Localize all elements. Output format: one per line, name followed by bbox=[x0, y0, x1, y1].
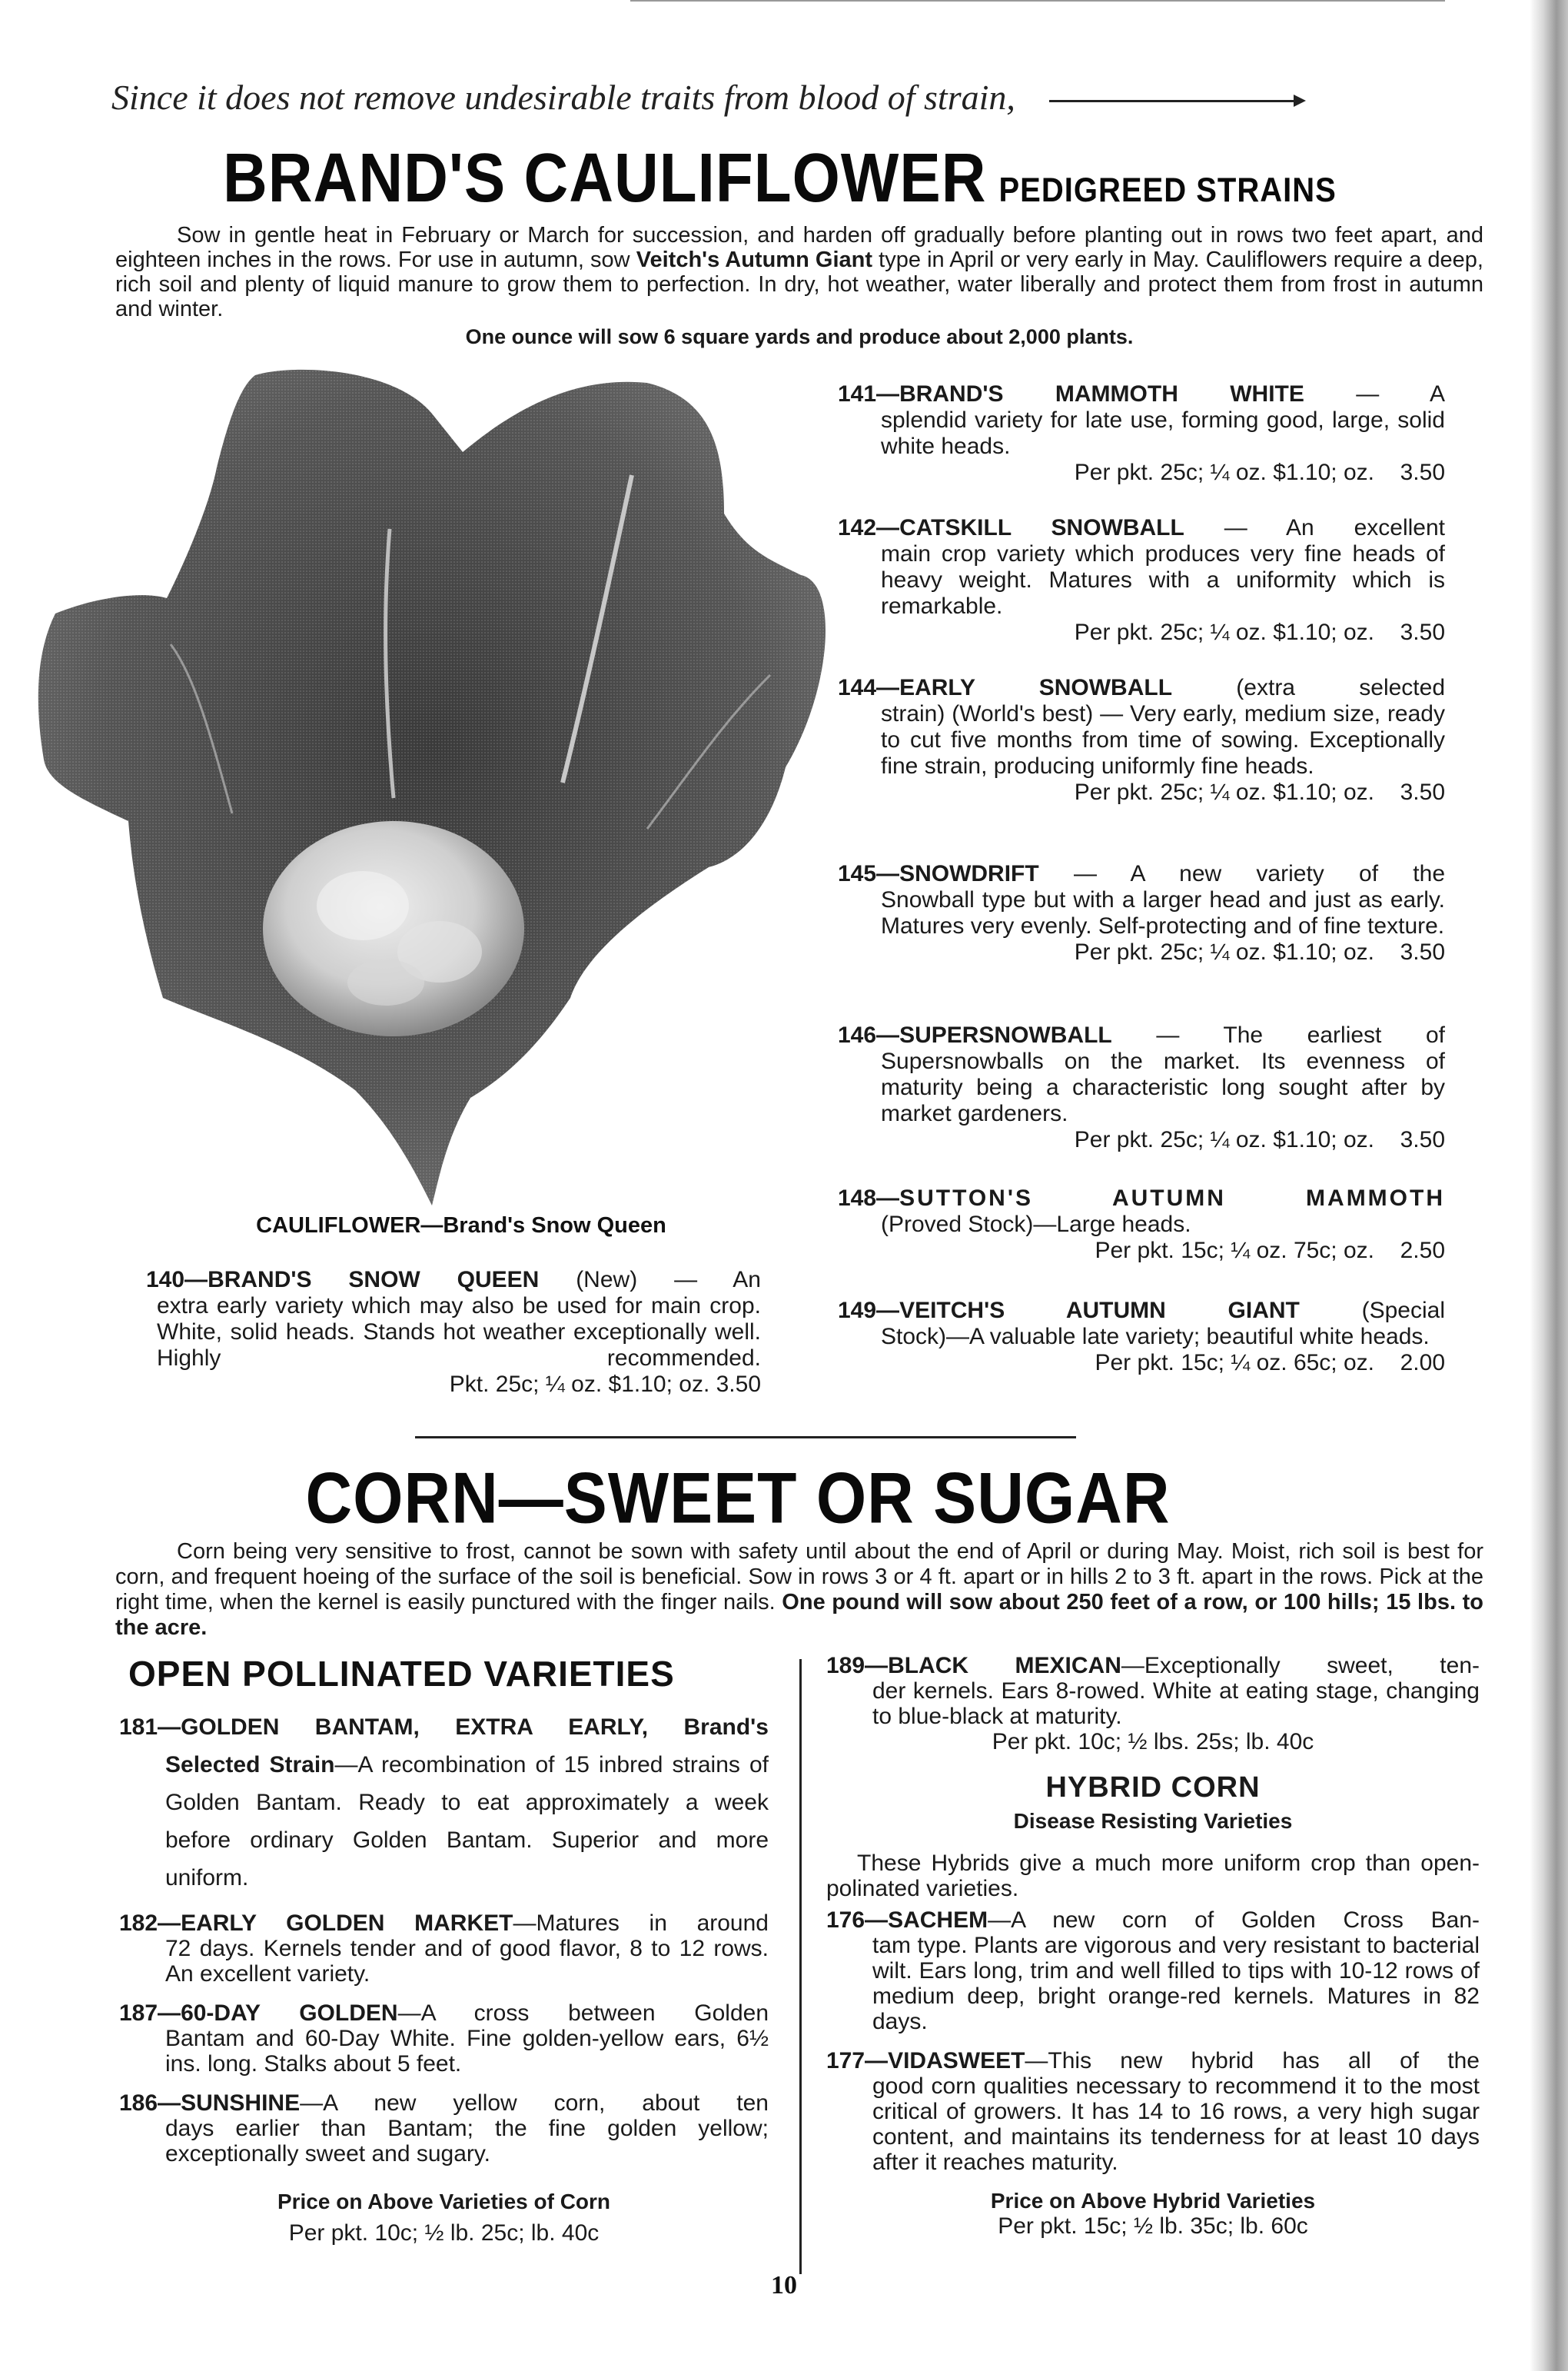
item-name: SACHEM bbox=[888, 1907, 988, 1933]
item-text-cont: good corn qualities necessary to recommend it to the most critical of growers. It has 14 to 16 rows, a very high sugar content, and maintains its tenderness for at least 10 days after it reaches maturity. bbox=[872, 2073, 1480, 2175]
intro-bold: Veitch's Autumn Giant bbox=[636, 248, 873, 272]
variety-entry-145 bbox=[838, 861, 1445, 966]
item-price: Per pkt. 10c; ½ lbs. 25s; lb. 40c bbox=[992, 1729, 1314, 1754]
tagline-text: Since it does not remove undesirable traits from blood of strain, bbox=[111, 78, 1015, 117]
item-text: —A recombination of 15 inbred strains of Golden Bantam. Ready to eat approximately a week before ordinary Golden Bantam. Superior and more uniform. bbox=[165, 1752, 769, 1890]
item-name: VIDASWEET bbox=[888, 2048, 1025, 2073]
variety-lead: — An excellent bbox=[1184, 515, 1445, 540]
variety-lead: (New) — An bbox=[539, 1267, 761, 1292]
variety-entry-149 bbox=[838, 1298, 1445, 1376]
corn-item-177 bbox=[826, 2048, 1480, 2175]
item-text: —A new corn of Golden Cross Ban- bbox=[988, 1907, 1480, 1933]
hybrid-intro: These Hybrids give a much more uniform crop than open-polinated varieties. bbox=[826, 1851, 1480, 1901]
sowing-note: One ounce will sow 6 square yards and produce about 2,000 plants. bbox=[465, 325, 1134, 348]
hybrid-subheading: Disease Resisting Varieties bbox=[1013, 1809, 1293, 1833]
variety-price: Pkt. 25c; ¼ oz. $1.10; oz. 3.50 bbox=[449, 1372, 761, 1397]
corn-intro-bold: One pound will sow about 250 feet of a row, or 100 hills; 15 lbs. to the acre. bbox=[115, 1590, 1483, 1640]
tagline bbox=[111, 77, 1518, 118]
item-text-cont: 72 days. Kernels tender and of good flavor, 8 to 12 rows. An excellent variety. bbox=[165, 1936, 769, 1987]
price-text: Per pkt. 25c; ¼ oz. $1.10; oz. bbox=[1074, 939, 1374, 965]
top-rule bbox=[630, 0, 1445, 2]
price-text: Per pkt. 25c; ¼ oz. $1.10; oz. bbox=[1074, 460, 1374, 485]
item-text-cont: tam type. Plants are vigorous and very resistant to bacterial wilt. Ears long, trim and well filled to tips with 10-12 rows of medium deep, bright orange-red kernels. Matures in 82 days. bbox=[872, 1933, 1480, 2034]
variety-name: SUPERSNOWBALL bbox=[899, 1023, 1112, 1048]
variety-description: (Proved Stock)—Large heads. bbox=[881, 1212, 1191, 1237]
variety-price bbox=[838, 1238, 1445, 1264]
variety-name: VEITCH'S AUTUMN GIANT bbox=[899, 1298, 1300, 1323]
variety-price bbox=[838, 620, 1445, 646]
corn-title bbox=[0, 1457, 1568, 1538]
price-oz: 2.50 bbox=[1400, 1238, 1445, 1263]
variety-name: SUTTON'S AUTUMN MAMMOTH bbox=[899, 1186, 1445, 1211]
variety-description: Snowball type but with a larger head and just as early. Matures very evenly. Self-protecting and of fine texture. bbox=[881, 887, 1445, 939]
price-oz: 3.50 bbox=[1400, 460, 1445, 485]
variety-number: 148— bbox=[838, 1186, 900, 1211]
item-text: —Exceptionally sweet, ten- bbox=[1121, 1653, 1480, 1678]
price-text: Per pkt. 25c; ¼ oz. $1.10; oz. bbox=[1074, 780, 1374, 805]
variety-entry-140 bbox=[146, 1267, 761, 1398]
item-name: SUNSHINE bbox=[181, 2090, 301, 2116]
item-number: 189— bbox=[826, 1653, 889, 1678]
corn-title-text: CORN—SWEET OR SUGAR bbox=[305, 1457, 1171, 1538]
page-number: 10 bbox=[771, 2271, 797, 2300]
cauliflower-intro bbox=[115, 223, 1483, 349]
column-divider bbox=[799, 1659, 802, 2274]
cauliflower-subtitle: PEDIGREED STRAINS bbox=[998, 171, 1337, 209]
item-name: GOLDEN BANTAM, EXTRA EARLY, Brand's bbox=[181, 1714, 769, 1740]
item-text: —This new hybrid has all of the bbox=[1025, 2048, 1480, 2073]
price-oz: 3.50 bbox=[1400, 939, 1445, 965]
variety-number: 140— bbox=[146, 1267, 208, 1292]
variety-entry-144 bbox=[838, 675, 1445, 806]
variety-lead: — The earliest of bbox=[1111, 1023, 1445, 1048]
item-number: 176— bbox=[826, 1907, 889, 1933]
item-text-cont: der kernels. Ears 8-rowed. White at eating stage, changing to blue-black at maturity. bbox=[872, 1678, 1480, 1729]
item-number: 177— bbox=[826, 2048, 889, 2073]
item-text-cont: days earlier than Bantam; the fine golden yellow; exceptionally sweet and sugary. bbox=[165, 2116, 769, 2166]
variety-price bbox=[838, 1127, 1445, 1153]
item-text-cont: Bantam and 60-Day White. Fine golden-yellow ears, 6½ ins. long. Stalks about 5 feet. bbox=[165, 2026, 769, 2077]
variety-lead: — A bbox=[1304, 381, 1445, 407]
corn-item-187 bbox=[119, 2000, 769, 2077]
variety-lead: — A new variety of the bbox=[1038, 861, 1445, 886]
item-number: 186— bbox=[119, 2090, 181, 2116]
cauliflower-photo bbox=[32, 367, 847, 1213]
variety-description: Supersnowballs on the market. Its evenness of maturity being a characteristic long sought after by market gardeners. bbox=[881, 1049, 1445, 1126]
variety-number: 145— bbox=[838, 861, 900, 886]
variety-price bbox=[838, 460, 1445, 486]
variety-description: strain) (World's best) — Very early, medium size, ready to cut five months from time of sowing. Exceptionally fine strain, producing uniformly fine heads. bbox=[881, 701, 1445, 779]
variety-entry-146 bbox=[838, 1023, 1445, 1153]
intro-text-1: Sow in gentle heat in February or March for succession, and harden off gradually before planting out in rows two feet apart, and eighteen inches in the rows. For use in autumn, sow bbox=[115, 223, 1483, 272]
variety-description: splendid variety for late use, forming good, large, solid white heads. bbox=[881, 407, 1445, 459]
corn-intro-text: Corn being very sensitive to frost, cannot be sown with safety until about the end of April or during May. Moist, rich soil is best for corn, and frequent hoeing of the surface of the soil is beneficial. Sow in rows 3 or 4 ft. apart or in hills 2 to 3 ft. apart in the rows. Pick at the right time, when the kernel is easily punctured with the finger nails. bbox=[115, 1539, 1483, 1614]
corn-item-176 bbox=[826, 1907, 1480, 2034]
corn-item-189 bbox=[826, 1653, 1480, 1754]
cauliflower-title-text: BRAND'S CAULIFLOWER bbox=[223, 139, 987, 216]
item-number: 181— bbox=[119, 1714, 181, 1740]
corn-intro bbox=[115, 1539, 1483, 1641]
section-divider bbox=[415, 1436, 1076, 1438]
item-text: —A new yellow corn, about ten bbox=[300, 2090, 769, 2116]
price-text: Per pkt. 15c; ¼ oz. 75c; oz. bbox=[1095, 1238, 1374, 1263]
page-edge-shadow bbox=[1530, 0, 1568, 2371]
price-text: Per pkt. 25c; ¼ oz. $1.10; oz. bbox=[1074, 620, 1374, 645]
variety-name: EARLY SNOWBALL bbox=[899, 675, 1173, 700]
variety-number: 141— bbox=[838, 381, 900, 407]
intro-text-2: type in April or very early in May. Cauliflowers require a deep, rich soil and plenty of liquid manure to grow them to perfection. In dry, hot weather, water liberally and protect them from frost in autumn and winter. bbox=[115, 248, 1483, 321]
item-name: 60-DAY GOLDEN bbox=[181, 2000, 398, 2026]
variety-number: 142— bbox=[838, 515, 900, 540]
price-text: Per pkt. 15c; ¼ oz. 65c; oz. bbox=[1095, 1350, 1374, 1375]
variety-name: CATSKILL SNOWBALL bbox=[899, 515, 1184, 540]
variety-name: BRAND'S SNOW QUEEN bbox=[208, 1267, 540, 1292]
variety-entry-148 bbox=[838, 1186, 1445, 1264]
item-name-cont: Selected Strain bbox=[165, 1752, 335, 1777]
price-oz: 3.50 bbox=[1400, 620, 1445, 645]
cauliflower-title bbox=[223, 138, 1337, 218]
variety-price bbox=[838, 780, 1445, 806]
photo-caption: CAULIFLOWER—Brand's Snow Queen bbox=[256, 1213, 666, 1238]
open-pollinated-column bbox=[119, 1653, 769, 2246]
variety-lead: (Special bbox=[1299, 1298, 1446, 1323]
corn-item-181 bbox=[119, 1708, 769, 1897]
item-text: —Matures in around bbox=[513, 1910, 769, 1936]
price-text: Per pkt. 10c; ½ lb. 25c; lb. 40c bbox=[288, 2220, 600, 2246]
variety-name: SNOWDRIFT bbox=[899, 861, 1039, 886]
variety-number: 149— bbox=[838, 1298, 900, 1323]
open-pollinated-price bbox=[119, 2190, 769, 2246]
open-pollinated-heading: OPEN POLLINATED VARIETIES bbox=[128, 1654, 675, 1694]
variety-number: 146— bbox=[838, 1023, 900, 1048]
item-number: 187— bbox=[119, 2000, 181, 2026]
price-text: Per pkt. 25c; ¼ oz. $1.10; oz. bbox=[1074, 1127, 1374, 1152]
price-oz: 3.50 bbox=[1400, 1127, 1445, 1152]
variety-description: Stock)—A valuable late variety; beautiful white heads. bbox=[881, 1324, 1430, 1349]
variety-description: extra early variety which may also be used for main crop. White, solid heads. Stands hot weather exceptionally well. Highly recommended. bbox=[157, 1293, 761, 1371]
variety-price bbox=[838, 939, 1445, 966]
item-text: —A cross between Golden bbox=[397, 2000, 769, 2026]
price-oz: 3.50 bbox=[1400, 780, 1445, 805]
hybrid-price bbox=[826, 2189, 1480, 2240]
hybrid-column bbox=[826, 1653, 1480, 2240]
right-arrow-icon bbox=[1049, 100, 1303, 102]
variety-entry-142 bbox=[838, 515, 1445, 646]
price-oz: 2.00 bbox=[1400, 1350, 1445, 1375]
item-name: EARLY GOLDEN MARKET bbox=[181, 1910, 513, 1936]
variety-description: main crop variety which produces very fine heads of heavy weight. Matures with a uniformity which is remarkable. bbox=[881, 541, 1445, 619]
hybrid-heading: HYBRID CORN bbox=[1045, 1771, 1261, 1804]
item-name: BLACK MEXICAN bbox=[888, 1653, 1121, 1678]
variety-number: 144— bbox=[838, 675, 900, 700]
variety-lead: (extra selected bbox=[1172, 675, 1445, 700]
variety-price bbox=[838, 1350, 1445, 1376]
corn-item-186 bbox=[119, 2090, 769, 2166]
corn-item-182 bbox=[119, 1910, 769, 1987]
item-number: 182— bbox=[119, 1910, 181, 1936]
variety-entry-141 bbox=[838, 381, 1445, 486]
price-title: Price on Above Hybrid Varieties bbox=[990, 2189, 1316, 2213]
price-title: Price on Above Varieties of Corn bbox=[277, 2190, 611, 2213]
price-text: Per pkt. 15c; ½ lb. 35c; lb. 60c bbox=[998, 2213, 1308, 2239]
variety-name: BRAND'S MAMMOTH WHITE bbox=[899, 381, 1304, 407]
